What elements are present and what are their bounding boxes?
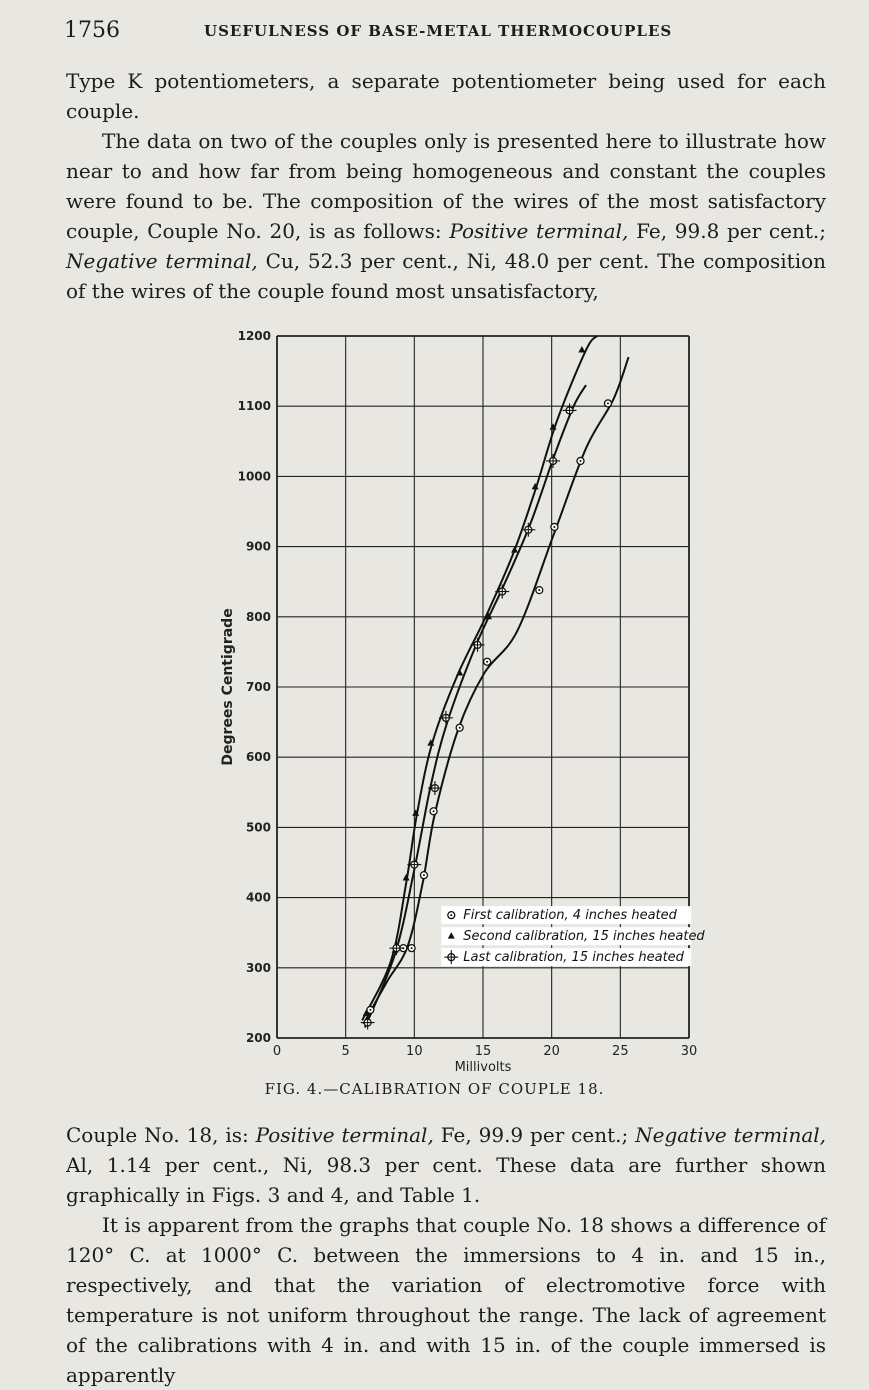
p2-italic-2: Negative terminal,	[66, 249, 258, 273]
y-tick-label: 900	[245, 539, 271, 554]
p3-italic-1: Positive terminal,	[255, 1123, 434, 1147]
marker-triangle	[578, 346, 585, 353]
legend-marker	[448, 912, 455, 919]
paragraph-4: It is apparent from the graphs that couple No. 18 shows a difference of 120° C. at 1000° C. between the immersions to 4 in. and 15 in., respectively, and that the variation of electromotive force with temperature is not uniform throughout the range. The lack of agreement of the calibrations with 4 in. and with 15 in. of the couple immersed is apparently	[66, 1213, 826, 1387]
marker-dot	[459, 727, 461, 729]
x-tick-label: 25	[612, 1044, 629, 1059]
x-tick-label: 5	[341, 1044, 350, 1059]
y-tick-label: 1100	[237, 399, 271, 414]
series-1-point	[577, 457, 584, 464]
series-3-point	[546, 454, 560, 468]
legend-entry: Second calibration, 15 inches heated	[463, 929, 705, 945]
series-2-point	[456, 669, 463, 676]
series-1-point	[408, 945, 415, 952]
series-3-point	[471, 638, 485, 652]
legend-entry: First calibration, 4 inches heated	[463, 908, 677, 924]
page-number: 1756	[64, 18, 120, 43]
x-tick-label: 10	[406, 1044, 423, 1059]
series-1-point	[484, 658, 491, 665]
x-tick-label: 30	[680, 1044, 698, 1059]
series-3-point	[495, 585, 509, 599]
series-1-point	[367, 1006, 374, 1013]
y-tick-label: 800	[245, 609, 271, 624]
top-text-block	[66, 66, 826, 306]
calibration-chart	[200, 322, 720, 1082]
x-tick-label: 15	[474, 1044, 492, 1059]
marker-dot	[607, 402, 609, 404]
series-1-point	[551, 523, 558, 530]
p3-text-2: Fe, 99.9 per cent.;	[433, 1123, 636, 1147]
marker-dot	[486, 661, 488, 663]
y-tick-label: 1200	[237, 329, 271, 343]
x-tick-label: 0	[272, 1044, 282, 1059]
marker-triangle	[456, 669, 463, 676]
marker-dot	[369, 1009, 371, 1011]
chart-legend	[441, 906, 705, 966]
y-tick-label: 700	[245, 680, 271, 694]
marker-dot	[553, 526, 555, 528]
series-1-point	[430, 808, 437, 815]
y-tick-label: 200	[245, 1031, 271, 1045]
series-3-point	[389, 941, 403, 955]
paragraph-3	[66, 1120, 826, 1210]
calibration-figure	[200, 322, 720, 1112]
paragraph-2	[66, 126, 826, 306]
y-tick-label: 300	[245, 960, 271, 975]
series-2-point	[578, 346, 585, 353]
bottom-text-block	[66, 1120, 826, 1390]
p2-italic-1: Positive terminal,	[449, 219, 629, 243]
marker-dot	[423, 874, 425, 876]
y-tick-label: 600	[245, 750, 271, 765]
marker-dot	[450, 914, 452, 916]
p3-italic-2: Negative terminal,	[635, 1123, 826, 1147]
y-tick-label: 1000	[237, 469, 271, 484]
p3-text-3: Al, 1.14 per cent., Ni, 98.3 per cent. These data are further shown graphically in Figs. 3 and 4, and Table 1.	[66, 1153, 826, 1207]
p2-text-3: Cu, 52.3 per cent., Ni, 48.0 per cent. The composition of the wires of the couple found most unsatisfactory,	[66, 249, 827, 303]
y-axis-label: Degrees Centigrade	[220, 608, 236, 766]
paragraph-1: Type K potentiometers, a separate potentiometer being used for each couple.	[66, 69, 826, 123]
marker-dot	[411, 947, 413, 949]
p3-text-1: Couple No. 18, is:	[66, 1123, 256, 1147]
x-tick-label: 20	[543, 1044, 560, 1059]
x-axis-label: Millivolts	[454, 1060, 512, 1075]
figure-caption: FIG. 4.—CALIBRATION OF COUPLE 18.	[264, 1080, 605, 1098]
legend-entry: Last calibration, 15 inches heated	[463, 950, 684, 966]
p2-text-1: The data on two of the couples only is presented here to illustrate how near to and how far from being homogeneous and constant the couples were found to be. The composition of the wires of the most satisfactory couple, Couple No. 20, is as follows:	[66, 129, 826, 243]
series-1-point	[536, 587, 543, 594]
series-1-point	[420, 872, 427, 879]
running-title: USEFULNESS OF BASE-METAL THERMOCOUPLES	[204, 22, 673, 40]
marker-dot	[433, 810, 435, 812]
series-1-point	[456, 724, 463, 731]
page-header	[64, 18, 824, 48]
y-tick-label: 500	[245, 820, 271, 835]
p2-text-2: Fe, 99.8 per cent.;	[628, 219, 826, 243]
series-1-point	[604, 400, 611, 407]
y-tick-label: 400	[245, 890, 271, 905]
marker-dot	[580, 460, 582, 462]
marker-dot	[538, 589, 540, 591]
